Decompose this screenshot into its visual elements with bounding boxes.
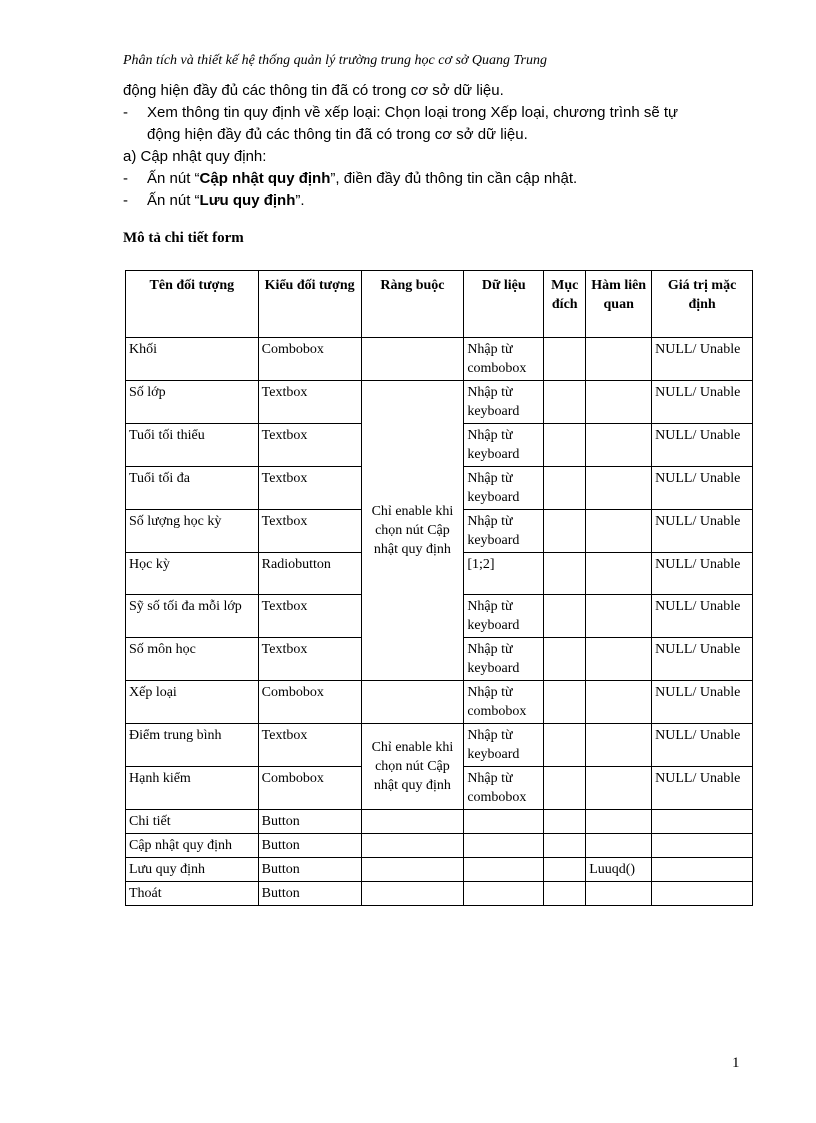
cell-name: Tuổi tối đa [126,467,259,510]
cell-default: NULL/ Unable [652,510,753,553]
cell-constraint [361,681,464,724]
cell-default [652,834,753,858]
cell-data: Nhập từ keyboard [464,724,544,767]
cell-func [586,467,652,510]
cell-default: NULL/ Unable [652,338,753,381]
cell-type: Button [258,834,361,858]
cell-data: [1;2] [464,553,544,595]
column-header: Mục đích [544,271,586,338]
cell-default: NULL/ Unable [652,681,753,724]
cell-data [464,834,544,858]
cell-func [586,681,652,724]
table-row [126,858,753,882]
cell-func [586,553,652,595]
cell-name: Học kỳ [126,553,259,595]
cell-data: Nhập từ combobox [464,767,544,810]
cell-type: Button [258,882,361,906]
table-row [126,882,753,906]
cell-name: Số lượng học kỳ [126,510,259,553]
cell-purpose [544,338,586,381]
column-header: Kiểu đối tượng [258,271,361,338]
cell-func [586,338,652,381]
cell-type: Textbox [258,467,361,510]
cell-type: Textbox [258,381,361,424]
cell-constraint [361,810,464,834]
cell-func [586,424,652,467]
cell-data: Nhập từ keyboard [464,510,544,553]
paragraph-continuation: động hiện đầy đủ các thông tin đã có trong cơ sở dữ liệu. [123,82,504,99]
cell-name: Thoát [126,882,259,906]
cell-purpose [544,553,586,595]
cell-func [586,834,652,858]
table-row [126,338,753,381]
cell-default: NULL/ Unable [652,381,753,424]
cell-default: NULL/ Unable [652,638,753,681]
cell-name: Điểm trung bình [126,724,259,767]
cell-type: Combobox [258,681,361,724]
cell-func: Luuqd() [586,858,652,882]
bullet-press-update: - Ấn nút “Cập nhật quy định”, điền đầy đủ thông tin cần cập nhật. [123,170,578,187]
cell-type: Combobox [258,767,361,810]
column-header: Tên đối tượng [126,271,259,338]
cell-default [652,882,753,906]
cell-constraint [361,338,464,381]
cell-func [586,381,652,424]
cell-name: Số lớp [126,381,259,424]
section-title: Mô tả chi tiết form [123,230,244,246]
cell-func [586,882,652,906]
table-header-row [126,271,753,338]
cell-data [464,882,544,906]
cell-func [586,767,652,810]
table-row [126,724,753,767]
cell-name: Hạnh kiểm [126,767,259,810]
cell-name: Cập nhật quy định [126,834,259,858]
cell-data: Nhập từ keyboard [464,424,544,467]
cell-data: Nhập từ combobox [464,338,544,381]
cell-func [586,638,652,681]
cell-default: NULL/ Unable [652,467,753,510]
cell-default: NULL/ Unable [652,767,753,810]
cell-name: Tuổi tối thiểu [126,424,259,467]
cell-func [586,510,652,553]
table-row [126,834,753,858]
table-row [126,381,753,424]
page-header: Phân tích và thiết kế hệ thống quản lý trường trung học cơ sở Quang Trung [123,53,547,68]
cell-data: Nhập từ combobox [464,681,544,724]
cell-type: Combobox [258,338,361,381]
cell-default: NULL/ Unable [652,595,753,638]
cell-purpose [544,510,586,553]
cell-constraint [361,858,464,882]
cell-constraint-group: Chỉ enable khi chọn nút Cập nhật quy định [361,381,464,681]
cell-purpose [544,882,586,906]
cell-data [464,810,544,834]
cell-data [464,858,544,882]
form-spec-table [125,270,753,906]
cell-purpose [544,858,586,882]
cell-purpose [544,467,586,510]
cell-type: Textbox [258,638,361,681]
cell-data: Nhập từ keyboard [464,595,544,638]
body-text [123,80,743,212]
item-a-update-rules: a) Cập nhật quy định: [123,148,267,165]
cell-data: Nhập từ keyboard [464,467,544,510]
cell-constraint [361,834,464,858]
cell-name: Số môn học [126,638,259,681]
cell-default: NULL/ Unable [652,424,753,467]
cell-purpose [544,810,586,834]
cell-data: Nhập từ keyboard [464,381,544,424]
cell-type: Textbox [258,424,361,467]
page-number: 1 [732,1055,740,1071]
cell-purpose [544,638,586,681]
cell-default: NULL/ Unable [652,553,753,595]
cell-purpose [544,381,586,424]
table-row [126,681,753,724]
cell-type: Textbox [258,510,361,553]
cell-constraint [361,882,464,906]
cell-name: Khối [126,338,259,381]
bullet-press-save: - Ấn nút “Lưu quy định”. [123,192,305,209]
cell-default [652,858,753,882]
cell-data: Nhập từ keyboard [464,638,544,681]
cell-default: NULL/ Unable [652,724,753,767]
cell-func [586,810,652,834]
column-header: Ràng buộc [361,271,464,338]
cell-func [586,595,652,638]
cell-name: Lưu quy định [126,858,259,882]
cell-type: Button [258,810,361,834]
cell-purpose [544,834,586,858]
cell-default [652,810,753,834]
cell-purpose [544,595,586,638]
cell-type: Radiobutton [258,553,361,595]
cell-type: Textbox [258,724,361,767]
bullet-view-classification: - Xem thông tin quy định về xếp loại: Chọn loại trong Xếp loại, chương trình sẽ tự [123,104,679,121]
cell-type: Button [258,858,361,882]
cell-type: Textbox [258,595,361,638]
cell-name: Sỹ số tối đa mỗi lớp [126,595,259,638]
column-header: Hàm liên quan [586,271,652,338]
cell-name: Chi tiết [126,810,259,834]
bullet-view-classification-cont: động hiện đầy đủ các thông tin đã có trong cơ sở dữ liệu. [147,126,528,143]
cell-purpose [544,724,586,767]
cell-purpose [544,424,586,467]
column-header: Giá trị mặc định [652,271,753,338]
cell-name: Xếp loại [126,681,259,724]
table-row [126,810,753,834]
column-header: Dữ liệu [464,271,544,338]
cell-constraint-group: Chỉ enable khi chọn nút Cập nhật quy định [361,724,464,810]
cell-func [586,724,652,767]
cell-purpose [544,767,586,810]
cell-purpose [544,681,586,724]
